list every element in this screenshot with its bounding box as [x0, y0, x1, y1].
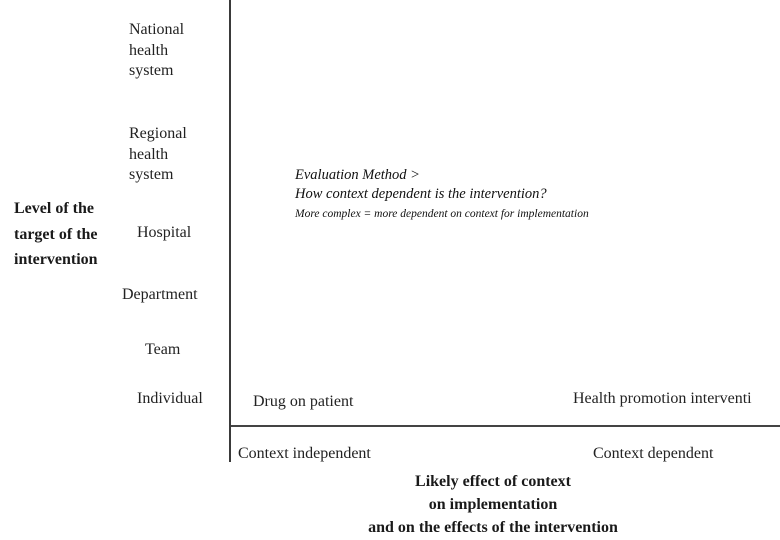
level-label-line: health — [129, 41, 169, 59]
x-axis-title-line: and on the effects of the intervention — [368, 519, 618, 536]
level-national-health-system — [129, 20, 184, 82]
x-axis-right-end-label: Context dependent — [593, 445, 714, 462]
level-hospital — [137, 223, 191, 244]
level-label-line: Hospital — [137, 224, 192, 241]
x-axis-title-line: on implementation — [428, 496, 558, 513]
level-label-line: Department — [122, 286, 198, 303]
level-label-line: National — [129, 21, 185, 38]
level-individual — [137, 389, 203, 410]
evaluation-method-annotation — [295, 166, 589, 221]
level-label-line: Team — [145, 341, 181, 358]
annotation-line-2: How context dependent is the intervention? — [295, 186, 547, 202]
level-label-line: Regional — [129, 125, 187, 142]
y-axis-line — [229, 0, 231, 462]
level-regional-health-system — [129, 124, 187, 186]
level-team — [145, 340, 180, 361]
annotation-line-1: Evaluation Method > — [295, 167, 420, 183]
level-department — [122, 285, 198, 306]
y-axis-title-line: Level of the — [14, 200, 94, 217]
annotation-line-3: More complex = more dependent on context for implementation — [295, 208, 589, 220]
level-label-line: health — [129, 145, 169, 163]
level-label-line: system — [129, 62, 174, 79]
y-axis-title-line: intervention — [14, 251, 98, 268]
x-axis-title-line: Likely effect of context — [415, 473, 571, 490]
level-label-line: system — [129, 166, 174, 183]
example-health-promotion-intervention: Health promotion interventi — [573, 390, 752, 407]
x-axis-title — [352, 470, 634, 539]
level-label-line: Individual — [137, 390, 203, 407]
example-drug-on-patient: Drug on patient — [253, 393, 354, 410]
x-axis-line — [231, 425, 780, 427]
x-axis-left-end-label: Context independent — [238, 445, 371, 462]
y-axis-title — [14, 196, 98, 273]
y-axis-title-line: target of the — [14, 225, 98, 243]
